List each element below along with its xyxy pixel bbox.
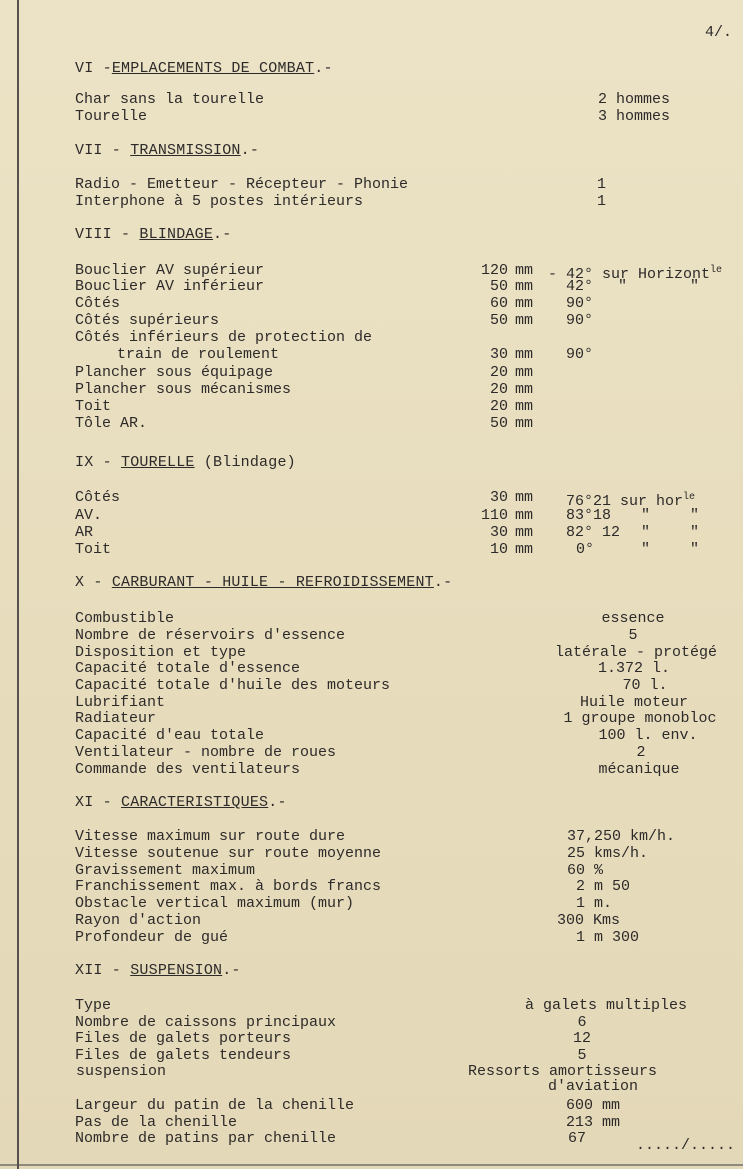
list-item: Type à galets multiples bbox=[75, 997, 688, 1014]
list-item: Gravissement maximum 60 % bbox=[75, 862, 604, 879]
list-item: Profondeur de gué 1 m 300 bbox=[75, 929, 640, 946]
section-heading-viii: VIII - BLINDAGE.- bbox=[75, 226, 232, 243]
list-item: Radio - Emetteur - Récepteur - Phonie 1 bbox=[75, 176, 607, 193]
list-item: Nombre de patins par chenille 67 bbox=[75, 1130, 587, 1147]
list-item: Ventilateur - nombre de roues 2 bbox=[75, 744, 646, 761]
section-heading-vi: VI -EMPLACEMENTS DE COMBAT.- bbox=[75, 60, 333, 77]
bottom-rule bbox=[0, 1164, 743, 1166]
list-item: AV. 110 mm 83°18 " " bbox=[75, 507, 700, 524]
list-item: Plancher sous équipage 20 mm bbox=[75, 364, 534, 381]
list-item: Tourelle 3 hommes bbox=[75, 108, 671, 125]
page-number: 4/. bbox=[705, 24, 733, 41]
list-item: Files de galets tendeurs 5 bbox=[75, 1047, 587, 1064]
section-heading-xii: XII - SUSPENSION.- bbox=[75, 962, 241, 979]
list-item: Largeur du patin de la chenille 600 mm bbox=[75, 1097, 621, 1114]
list-item: Côtés 30 mm 76°21 sur hor$^{le}$ bbox=[75, 489, 696, 510]
list-item: Toit 20 mm bbox=[75, 398, 534, 415]
list-item: Obstacle vertical maximum (mur) 1 m. bbox=[75, 895, 613, 912]
list-item: Capacité totale d'huile des moteurs 70 l. bbox=[75, 677, 668, 694]
list-item: Char sans la tourelle 2 hommes bbox=[75, 91, 671, 108]
list-item: Côtés inférieurs de protection de bbox=[75, 329, 373, 346]
list-item: AR 30 mm 82° 12 " " bbox=[75, 524, 700, 541]
list-item: Capacité d'eau totale 100 l. env. bbox=[75, 727, 698, 744]
list-item: Combustible essence bbox=[75, 610, 665, 627]
list-item: Côtés supérieurs 50 mm 90° bbox=[75, 312, 594, 329]
list-item: d'aviation bbox=[548, 1078, 639, 1095]
section-heading-vii: VII - TRANSMISSION.- bbox=[75, 142, 260, 159]
list-item: Vitesse maximum sur route dure 37,250 km/h. bbox=[75, 828, 676, 845]
list-item: Files de galets porteurs 12 bbox=[75, 1030, 592, 1047]
list-item: train de roulement 30 mm 90° bbox=[117, 346, 594, 363]
section-heading-x: X - CARBURANT - HUILE - REFROIDISSEMENT.- bbox=[75, 574, 453, 591]
list-item: Côtés 60 mm 90° bbox=[75, 295, 594, 312]
list-item: Tôle AR. 50 mm bbox=[75, 415, 534, 432]
section-heading-xi: XI - CARACTERISTIQUES.- bbox=[75, 794, 287, 811]
list-item: Franchissement max. à bords francs 2 m 50 bbox=[75, 878, 631, 895]
list-item: suspension Ressorts amortisseurs bbox=[76, 1063, 658, 1080]
section-heading-ix: IX - TOURELLE (Blindage) bbox=[75, 454, 296, 471]
list-item: Commande des ventilateurs mécanique bbox=[75, 761, 680, 778]
list-item: Rayon d'action 300 Kms bbox=[75, 912, 621, 929]
list-item: Toit 10 mm 0° " " bbox=[75, 541, 700, 558]
continuation-mark: ...../..... bbox=[636, 1137, 736, 1154]
list-item: Pas de la chenille 213 mm bbox=[75, 1114, 621, 1131]
list-item: Bouclier AV inférieur 50 mm 42° " " bbox=[75, 278, 700, 295]
list-item: Radiateur 1 groupe monobloc bbox=[75, 710, 717, 727]
list-item: Vitesse soutenue sur route moyenne 25 kms/h. bbox=[75, 845, 649, 862]
list-item: Bouclier AV supérieur 120 mm - 42° sur Horizont$^{le}$ bbox=[75, 262, 723, 283]
list-item: Nombre de caissons principaux 6 bbox=[75, 1014, 587, 1031]
list-item: Plancher sous mécanismes 20 mm bbox=[75, 381, 534, 398]
list-item: Capacité totale d'essence 1.372 l. bbox=[75, 660, 671, 677]
list-item: Nombre de réservoirs d'essence 5 bbox=[75, 627, 638, 644]
list-item: Disposition et type latérale - protégé bbox=[75, 644, 718, 661]
list-item: Interphone à 5 postes intérieurs 1 bbox=[75, 193, 607, 210]
list-item: Lubrifiant Huile moteur bbox=[75, 694, 689, 711]
